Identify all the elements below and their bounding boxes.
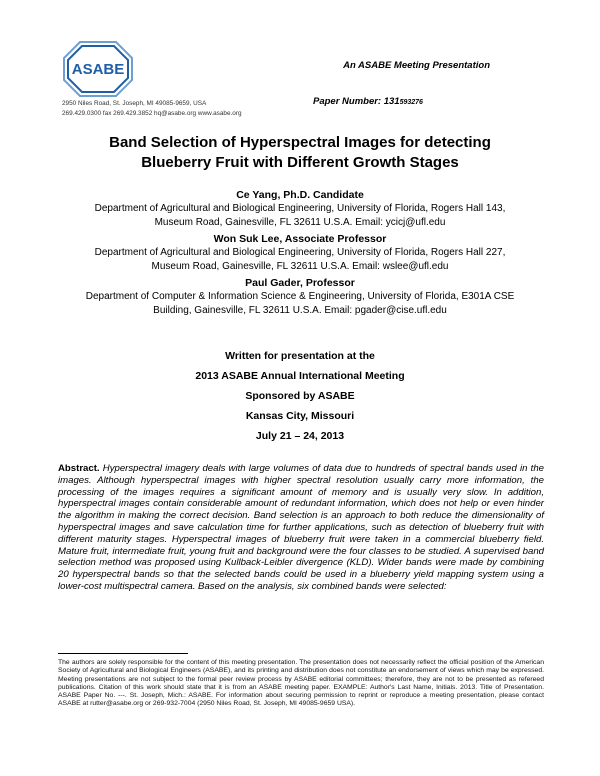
author-affiliation-3-line-2: Building, Gainesville, FL 32611 U.S.A. Email: pgader@cise.ufl.edu — [153, 305, 447, 316]
address-line-2: 269.429.0300 fax 269.429.3852 hq@asabe.org www.asabe.org — [62, 110, 242, 117]
asabe-logo-block — [62, 40, 272, 118]
footnote-disclaimer: The authors are solely responsible for the content of this meeting presentation. The presentation does not necessarily reflect the official position of the American Society of Agricultural and Biological Engineers (ASABE), and its printing and distribution does not constitute an endorsement of views which may be expressed. Meeting presentations are not subject to the formal peer review process by ASABE editorial committees; therefore, they are not to be presented as refereed publications. Citation of this work should state that it is from an ASABE meeting paper. EXAMPLE: Author's Last Name, Initials. 2013. Title of Presentation. ASABE Paper No. ---. St. Joseph, Mich.: ASABE. For information about securing permission to reprint or reproduce a meeting presentation, please contact ASABE at rutter@asabe.org or 269-932-7004 (2950 Niles Road, St. Joseph, MI 49085-9659 USA). — [58, 659, 544, 708]
paper-number — [313, 96, 423, 107]
author-affiliation-1-line-2: Museum Road, Gainesville, FL 32611 U.S.A. Email: ycicj@ufl.edu — [154, 217, 446, 228]
presentation-line-3: Sponsored by ASABE — [245, 390, 355, 402]
author-name-3: Paul Gader, Professor — [245, 277, 355, 289]
presentation-line-1: Written for presentation at the — [225, 350, 375, 362]
address-line-1: 2950 Niles Road, St. Joseph, MI 49085-9659, USA — [62, 100, 207, 107]
paper-title — [60, 133, 540, 173]
asabe-logo-icon — [62, 40, 134, 98]
abstract-text: Hyperspectral imagery deals with large volumes of data due to hundreds of spectral bands used in the images. Although hyperspectral images with higher spectral resolution usually carry more information, the processing of the images requires a significant amount of memory and is usually very slow. In addition, hyperspectral images contain considerable amount of redundant information, which does not help or even hinder the algorithm in making the correct decision. Band selection is an approach to both reduce the dimensionality of hyperspectral images and save calculation time for further applications, such as detection of blueberry fruit with different maturity stages. Hyperspectral images of blueberry fruit were taken in a commercial blueberry field. Mature fruit, intermediate fruit, young fruit and background were the four classes to be studied. A supervised band selection method was proposed using Kullback-Leibler divergence (KLD). Wider bands were made by combining 20 hyperspectral bands so that the selected bands could be used in a blueberry yield mapping system using a lower-cost multispectral camera. Based on the analysis, six combined bands were selected: — [58, 463, 545, 592]
author-affiliation-2-line-2: Museum Road, Gainesville, FL 32611 U.S.A. Email: wslee@ufl.edu — [151, 261, 449, 272]
author-affiliation-2-line-1: Department of Agricultural and Biological Engineering, University of Florida, Rogers Hall 227, — [94, 247, 506, 258]
logo-text: ASABE — [71, 61, 125, 78]
author-affiliation-1-line-1: Department of Agricultural and Biological Engineering, University of Florida, Rogers Hall 143, — [94, 203, 506, 214]
presentation-info — [60, 346, 540, 446]
paper-number-suffix: 593276 — [399, 99, 423, 106]
abstract-paragraph — [58, 463, 544, 593]
presentation-line-2: 2013 ASABE Annual International Meeting — [195, 370, 405, 382]
title-line-2: Blueberry Fruit with Different Growth Stages — [141, 154, 459, 171]
presentation-line-5: July 21 – 24, 2013 — [255, 430, 345, 442]
author-list — [60, 188, 540, 320]
title-line-1: Band Selection of Hyperspectral Images for detecting — [109, 134, 491, 151]
paper-number-label: Paper Number: 131 — [313, 96, 400, 107]
abstract-label: Abstract. — [58, 463, 100, 474]
author-name-2: Won Suk Lee, Associate Professor — [213, 233, 387, 245]
author-affiliation-3-line-1: Department of Computer & Information Science & Engineering, University of Florida, E301A CSE — [85, 291, 515, 302]
meeting-presentation-label: An ASABE Meeting Presentation — [343, 60, 490, 71]
footnote-divider — [58, 653, 188, 654]
author-name-1: Ce Yang, Ph.D. Candidate — [236, 189, 364, 201]
presentation-line-4: Kansas City, Missouri — [245, 410, 355, 422]
